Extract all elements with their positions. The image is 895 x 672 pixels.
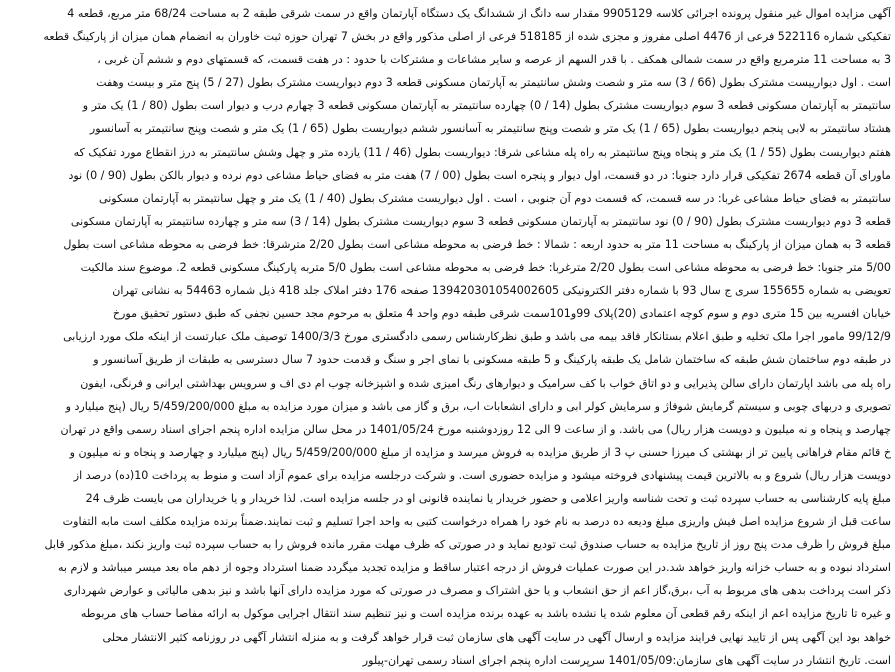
notice-line: در طبقه دوم ساختمان شش طبقه که ساختمان شامل یک طبقه پارکینگ و 5 طبقه مسکونی با نمای اجر و سنگ و قدمت حدود 7 سال دسترسی به طبقات از طریق آسانسور و xyxy=(93,353,891,367)
notice-line: ساعت قبل از شروع مزایده اصل فیش واریزی مبلغ ودیعه ده درصد به نام خود را همراه درخواست کتبی به واحد اجرا تسلیم و ثبت نمایند.ضمناً برنده مزایده مکلف است مابه التفاوت xyxy=(62,515,891,529)
notice-line: خ قائم مقام فراهانی پایین تر از بهشتی ک میرزا حسنی پ 3 از طریق مزایده به فروش میرسد و مزایده از مبلغ 5/459/200/000 ریال (پنج میلیارد و چهارصد و پنجاه و نه میلیون و xyxy=(69,445,891,459)
notice-line: است. تاریخ انتشار در سایت آگهی های سازمان:1401/05/09 سرپرست اداره پنجم اجرای اسناد رسمی تهران-پیلور xyxy=(362,653,891,667)
notice-line: مبلغ فروش را ظرف مدت پنج روز از تاریخ مزایده به حساب صندوق ثبت تودیع نماید و در صورتی که ظرف مهلت مقرر مانده فروش را به حساب سپرده ثبت واریز نکند ،مبلغ مذکور قابل xyxy=(44,538,891,552)
notice-line: خیابان افسریه بین 15 متری دوم و سوم کوچه اعتمادی (20)پلاک 99و101سمت شرقی طبقه دوم واحد 4 متعلق به مرحوم مجد حسین نجفی که طبق دستور تحقیق مورخ xyxy=(112,307,891,321)
notice-line: تصویری و دربهای چوبی و سیستم گرمایش شوفاژ و سرمایش کولر ابی و دارای انشعابات اب، برق و گاز می باشد و میزان مورد مزایده به مبلغ 5/459/200/000 ریال (پنج میلیارد و xyxy=(65,399,891,413)
notice-line: 5/00 متر جنوبا: خط فرضی به محوطه مشاعی است بطول 2/20 مترغربا: خط فرضی به محوطه مشاعی است بطول 5/0 متربه پارکینگ مسکونی قطعه 2. موضوع سند مالکیت xyxy=(80,261,891,275)
notice-line: هشتاد سانتیمتر به لابی پنجم دیواریست بطول (65 / 1) یک متر و شصت وپنج سانتیمتر به آسانسور ششم دیواریست بطول (65 / 1) یک متر و شصت وپنج سانتیمتر به آسانسور xyxy=(89,122,891,136)
notice-line: 99/12/9 مامور اجرا ملک تخلیه و طبق اعلام بستانکار فاقد بیمه می باشد و طبق نظرکارشناس رسمی دادگستری مورخ 1400/3/3 توصیف ملک عبارتست از اینکه ملک مورد ارزیابی xyxy=(63,330,891,344)
notice-line: هفتم دیواریست بطول (55 / 1) یک متر و پنجاه وپنج سانتیمتر به راه پله مشاعی شرقا: دیواریست بطول (46 / 11) یازده متر و چهل وشش سانتیمتر به درز انقطاع مورد تفکیک که xyxy=(73,145,891,159)
notice-line: مبلغ پایه کارشناسی به حساب سپرده ثبت و تحت شناسه واریز اعلامی و حضور خریدار یا نماینده قانونی او در جلسه مزایده است. لذا خریدار و یا خریداران می بایست ظرف 24 xyxy=(85,491,891,505)
notice-line: قطعه 3 به همان میزان از پارکینگ به مساحت 11 متر به حدود اربعه : شمالا : خط فرضی به محوطه مشاعی است بطول 2/20 مترشرقا: خط فرضی به محوطه مشاعی است بطول xyxy=(63,237,891,251)
notice-line: سانتیمتر به فضای حیاط مشاعی غربا: در سه قسمت، که قسمت دوم آن جنوبی ، است . اول دیواریست مشترک بطول (40 / 1) یک متر و چهل سانتیمتر به آپارتمان مسکونی xyxy=(98,191,891,205)
notice-line: و غیره تا تاریخ مزایده اعم از اینکه رقم قطعی آن معلوم شده یا نشده باشد به عهده برنده مزایده است و نیز تنظیم سند انتقال اجرایی موکول به ارائه مفاصا حساب های مربوطه xyxy=(80,607,891,621)
notice-line: دویست هزار ریال) شروع و به بالاترین قیمت پیشنهادی فروخته میشود و مزایده حضوری است. و شرکت درجلسه مزایده برای عموم آزاد است و منوط به پرداخت 10(ده) درصد از xyxy=(73,468,891,482)
notice-line: 3 به مساحت 11 مترمربع واقع در سمت شمالی همکف . با قدر السهم از عرصه و سایر مشاعات و مشترکات با حدود : در هفت قسمت، که قسمتهای دوم و ششم آن غربی ، xyxy=(97,53,891,67)
notice-line: تعویضی به شماره 155655 سری ج سال 93 با شماره دفتر الکترونیکی 139420301054002605 صفحه 176 دفتر املاک جلد 418 ذیل شماره 54463 به نشانی تهران xyxy=(112,284,891,298)
notice-line: ذکر است پرداخت بدهی های مربوط به آب ،برق،گاز اعم از حق انشعاب و یا حق اشتراک و مصرف در صورتی که مورد مزایده دارای آنها باشد و نیز بدهی مالیاتی و عوارض شهرداری xyxy=(63,584,891,598)
notice-line: قطعه 3 دوم دیواریست مشترک بطول (90 / 0) نود سانتیمتر به آپارتمان مسکونی قطعه 3 سوم دیواریست مشترک بطول (14 / 3) سه متر و چهارده سانتیمتر به آپارتمان مسکونی xyxy=(70,214,891,228)
notice-line: ماورای آن قطعه 2674 تفکیکی قرار دارد جنوبا: در دو قسمت، اول دیوار و پنجره است بطول (00 / 7) هفت متر به فضای حیاط مشاعی دوم نرده و دیوار بالکن بطول (90 / 0) نود xyxy=(68,168,891,182)
notice-line: استرداد نبوده و به حساب خزانه واریز خواهد شد.در این صورت عملیات فروش از درجه اعتبار ساقط و مزایده تجدید میگردد ضمنا استرداد وجوه از دهم ماه بعد میسر میباشد و لازم به xyxy=(57,561,891,575)
notice-line: چهارصد و پنجاه و نه میلیون و دویست هزار ریال) می باشد. و از ساعت 9 الی 12 روزدوشنبه مورخ 1401/05/24 در محل سالن مزایده اداره پنجم اجرای اسناد رسمی واقع در تهران xyxy=(60,422,891,436)
auction-notice-text xyxy=(4,2,891,672)
notice-line: تفکیکی شماره 522116 فرعی از 4476 اصلی مفروز و مجزی شده از 518185 فرعی از اصلی مذکور واقع در بخش 7 تهران حوزه ثبت خاوران به انضمام همان میزان از پارکینگ قطعه xyxy=(43,30,891,44)
notice-line: است . اول دیوارییست مشترک بطول (66 / 3) سه متر و شصت وشش سانتیمتر به آپارتمان مسکونی قطعه 3 دوم دیواریست مشترک بطول (27 / 5) پنج متر و بیست وهفت xyxy=(96,76,891,90)
notice-line: آگهی مزایده اموال غیر منقول پرونده اجرائی کلاسه 9905129 مقدار سه دانگ از ششدانگ یک دستگاه آپارتمان واقع در سمت شرقی طبقه 2 به مساحت 68/24 متر مربع، قطعه 4 xyxy=(67,7,891,20)
notice-line: خواهد بود این آگهی پس از تایید نهایی فرایند مزایده و ارسال آگهی در سایت آگهی های سازمان ثبت قرار خواهد گرفت و به منزله انتشار آگهی در روزنامه کثیر الانتشار محلی xyxy=(102,630,891,644)
notice-line: سانتیمتر به آپارتمان مسکونی قطعه 3 سوم دیواریست مشترک بطول (14 / 0) چهارده سانتیمتر به آپارتمان مسکونی قطعه 3 چهارم درب و دیوار است بطول (80 / 1) یک متر و xyxy=(82,99,891,113)
notice-line: راه پله می باشد اپارتمان دارای سالن پذیرایی و دو اتاق خواب با کف سرامیک و دیوارهای رنگ امیزی شده و اشپزخانه چوب ام دی اف و سرویس بهداشتی ایرانی و فرنگی، ایفون xyxy=(80,376,891,390)
